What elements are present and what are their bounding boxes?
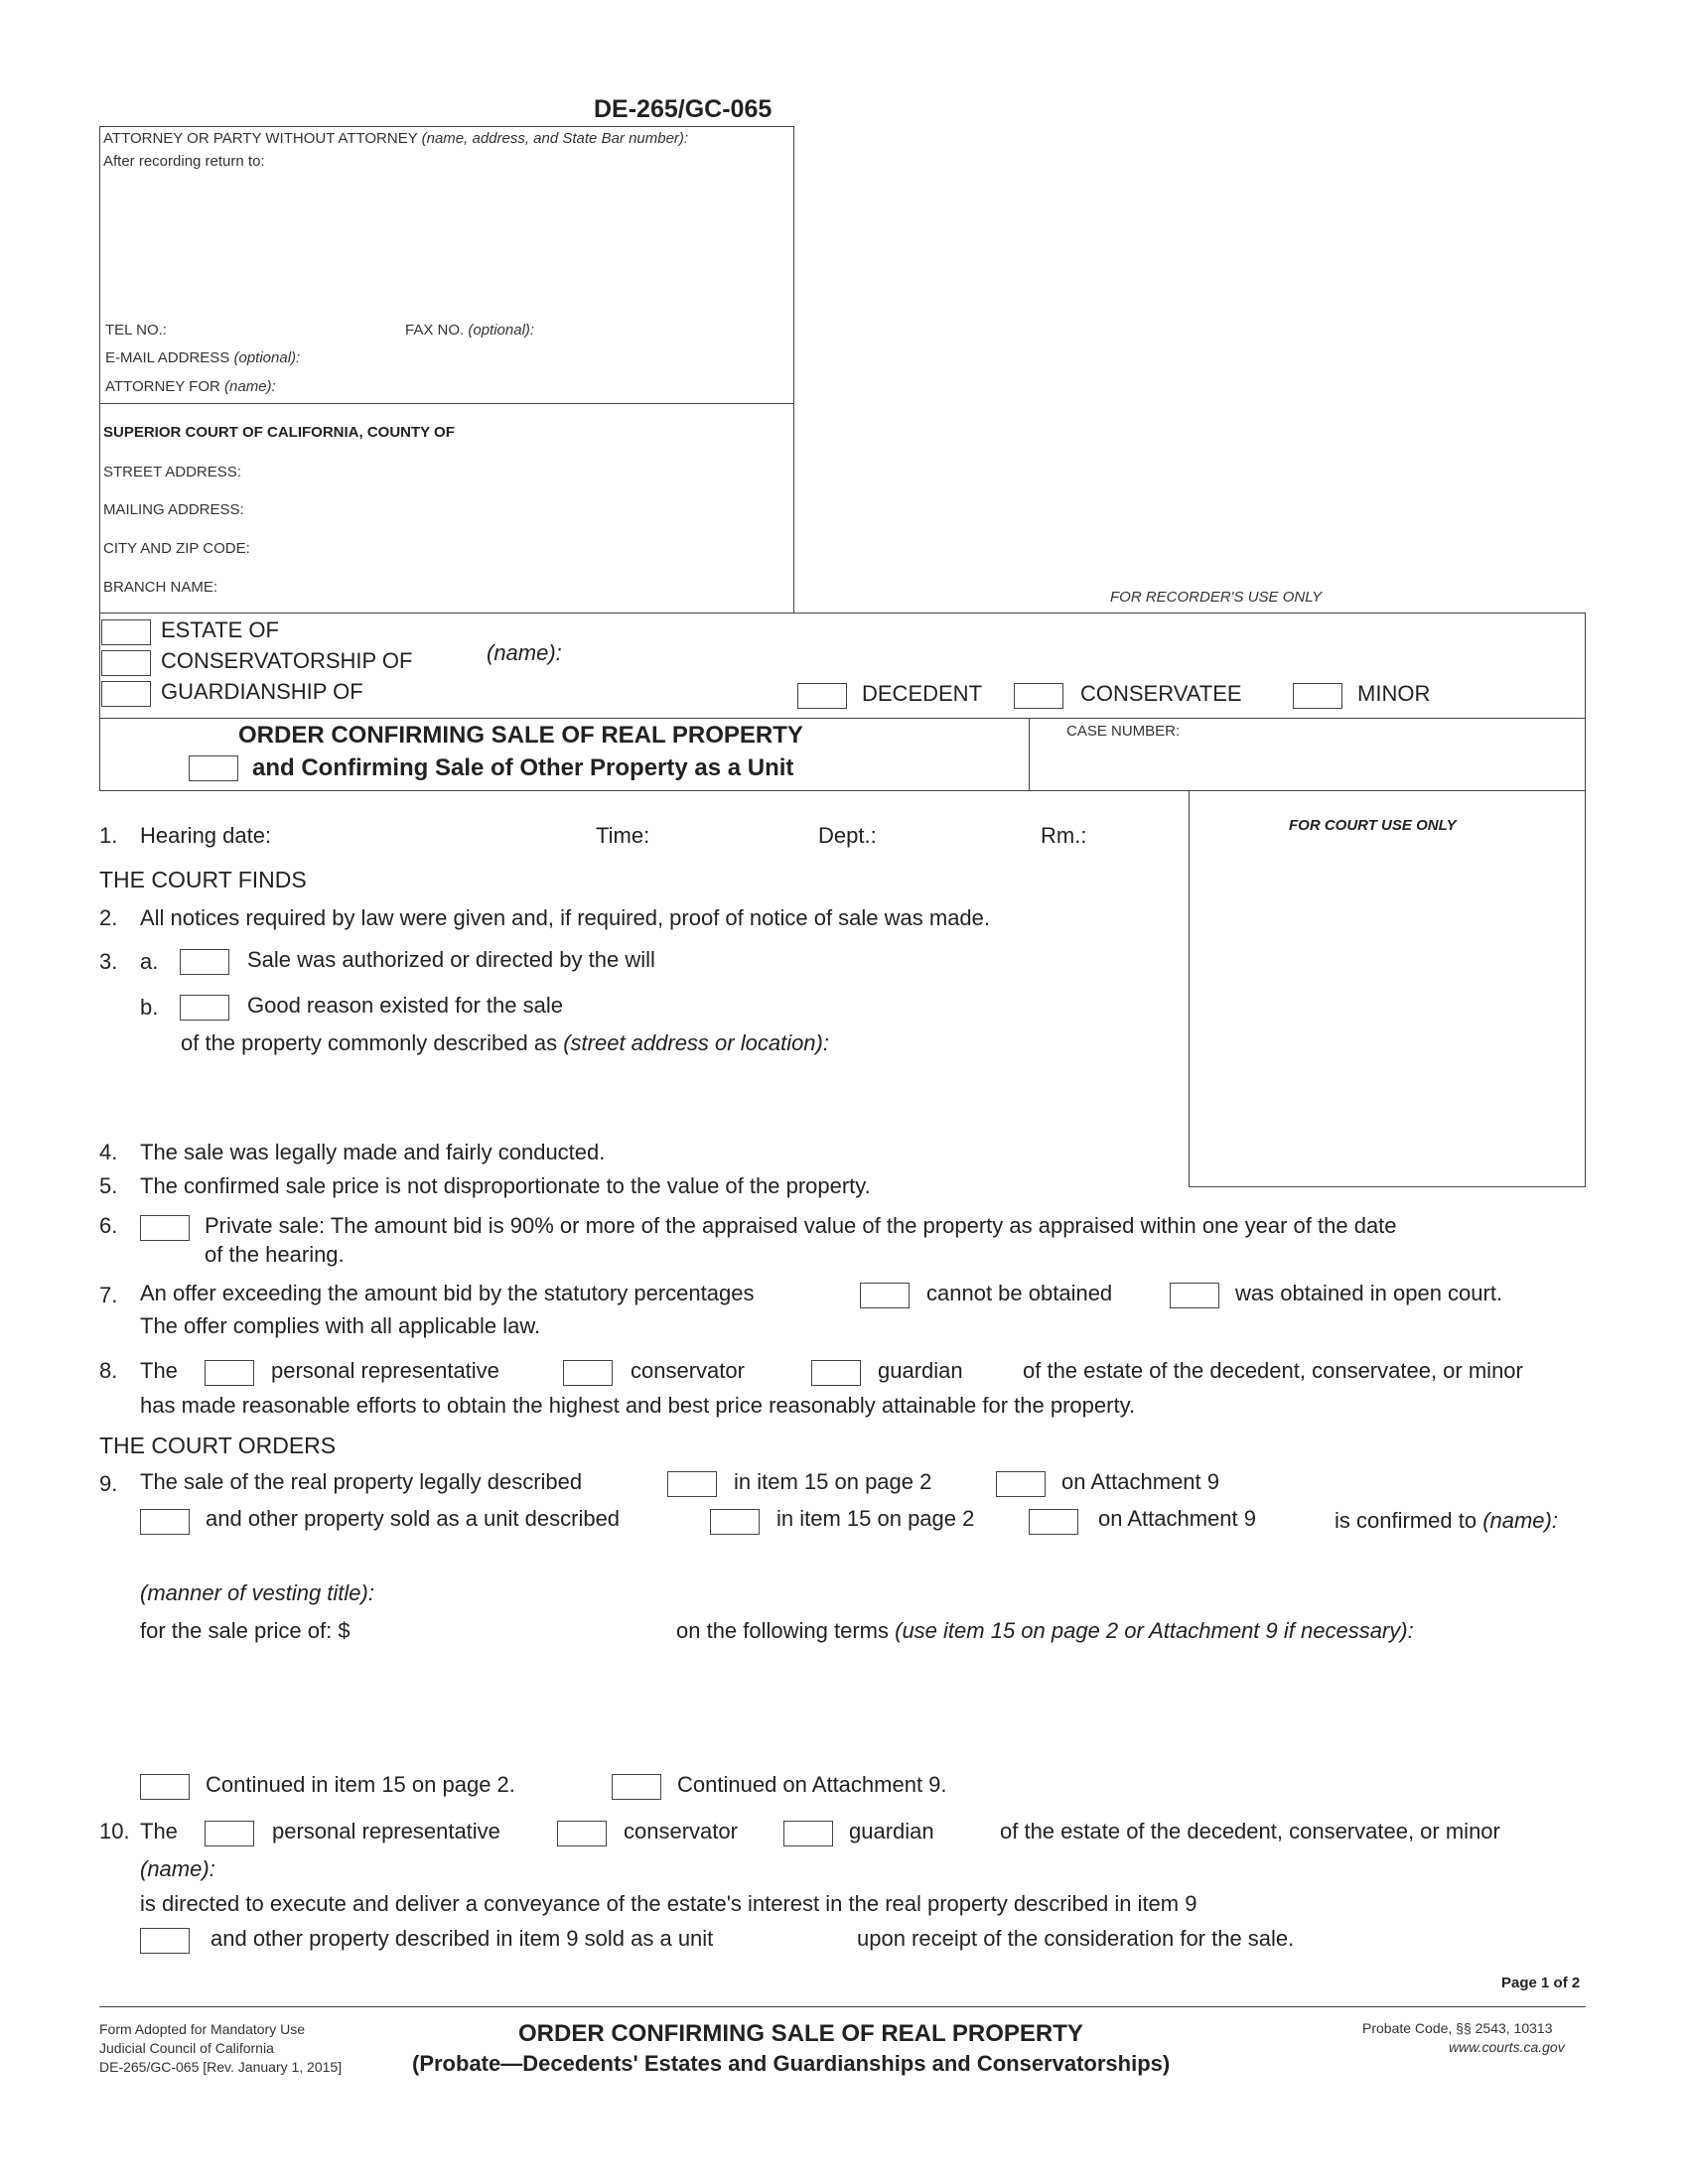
dept-label: Dept.: [818,823,877,848]
page-number: Page 1 of 2 [1501,1975,1581,1991]
item3b-letter: b. [140,995,159,1020]
decedent-label: DECEDENT [862,681,983,706]
obtained-open-court-checkbox[interactable] [1170,1283,1219,1308]
continued-attach9-checkbox[interactable] [612,1774,661,1800]
item10-line3: is directed to execute and deliver a conveyance of the estate's interest in the real property described in item 9 [140,1891,1197,1916]
item8-personal-rep-label: personal representative [271,1358,499,1383]
item8-the: The [140,1358,178,1383]
good-reason-checkbox[interactable] [180,995,229,1021]
footer-title: ORDER CONFIRMING SALE OF REAL PROPERTY [518,2020,1083,2047]
attorney-header [103,130,688,147]
confirmed-to-text: is confirmed to [1335,1508,1477,1533]
courts-website[interactable]: www.courts.ca.gov [1449,2039,1565,2055]
item6-line2: of the hearing. [205,1242,345,1267]
item-number: 6. [99,1213,118,1238]
item-number: 3. [99,949,118,974]
item10-conservator-checkbox[interactable] [557,1821,607,1846]
divider [99,403,794,404]
item8-line2: has made reasonable efforts to obtain the highest and best price reasonably attainable for the property. [140,1393,1136,1418]
court-use-box [1189,790,1586,1187]
cannot-be-obtained-checkbox[interactable] [860,1283,910,1308]
recorder-use-label: FOR RECORDER'S USE ONLY [1110,589,1323,606]
unit-sale-checkbox[interactable] [189,755,238,781]
item8-guardian-checkbox[interactable] [811,1360,861,1386]
item3-description-note: (street address or location): [563,1030,829,1055]
item3a-letter: a. [140,949,159,974]
item-number: 2. [99,905,118,930]
item3a-text: Sale was authorized or directed by the will [247,947,655,972]
divider [1029,718,1030,791]
item-number: 1. [99,823,118,848]
estate-name-label: (name): [487,640,562,665]
item10-personal-rep-label: personal representative [272,1819,500,1843]
item9-unit-item15-label: in item 15 on page 2 [776,1506,975,1531]
decedent-checkbox[interactable] [797,683,847,709]
form-revision: DE-265/GC-065 [Rev. January 1, 2015] [99,2059,343,2075]
item10-personal-rep-checkbox[interactable] [205,1821,254,1846]
email-label-text: E-MAIL ADDRESS [105,349,230,366]
minor-label: MINOR [1357,681,1431,706]
attorney-for-text: ATTORNEY FOR [105,378,220,395]
mailing-address-label: MAILING ADDRESS: [103,501,244,518]
item8-conservator-label: conservator [631,1358,745,1383]
city-zip-label: CITY AND ZIP CODE: [103,540,250,557]
conservatorship-of-label: CONSERVATORSHIP OF [161,648,413,673]
fax-label [405,322,534,339]
footer-rule [99,2006,1586,2007]
item10-unit-checkbox[interactable] [140,1928,190,1954]
attorney-header-note: (name, address, and State Bar number): [421,130,689,147]
form-id: DE-265/GC-065 [594,95,773,123]
attorney-for-label [105,378,276,395]
item4-text: The sale was legally made and fairly conducted. [140,1140,606,1164]
email-label [105,349,300,366]
court-title: SUPERIOR COURT OF CALIFORNIA, COUNTY OF [103,424,455,441]
item9-unit-attach9-label: on Attachment 9 [1098,1506,1256,1531]
terms-text: on the following terms [676,1618,889,1643]
item2-text: All notices required by law were given and, if required, proof of notice of sale was made. [140,905,991,930]
item9-unit-item15-checkbox[interactable] [710,1509,760,1535]
conservatorship-of-checkbox[interactable] [101,650,151,676]
item10-receipt-label: upon receipt of the consideration for the sale. [857,1926,1295,1951]
judicial-council: Judicial Council of California [99,2040,274,2056]
item9-unit-attach9-checkbox[interactable] [1029,1509,1078,1535]
cannot-be-obtained-label: cannot be obtained [926,1281,1113,1305]
minor-checkbox[interactable] [1293,683,1342,709]
estate-of-label: ESTATE OF [161,617,279,642]
item9-line1: The sale of the real property legally described [140,1469,583,1494]
attorney-for-note: (name): [224,378,276,395]
item10-conservator-label: conservator [624,1819,738,1843]
item10-tail: of the estate of the decedent, conservatee, or minor [1000,1819,1500,1843]
tel-label: TEL NO.: [105,322,167,339]
confirmed-to-note: (name): [1482,1508,1558,1533]
item9-unit-checkbox[interactable] [140,1509,190,1535]
case-number-label: CASE NUMBER: [1066,723,1181,740]
email-note: (optional): [233,349,301,366]
item10-unit-label: and other property described in item 9 sold as a unit [211,1926,714,1951]
attorney-header-label: ATTORNEY OR PARTY WITHOUT ATTORNEY [103,130,418,147]
probate-code: Probate Code, §§ 2543, 10313 [1362,2020,1553,2036]
confirmed-to-label [1335,1508,1558,1534]
hearing-date-label: Hearing date: [140,823,272,848]
form-adopted: Form Adopted for Mandatory Use [99,2021,305,2037]
item7-line1: An offer exceeding the amount bid by the statutory percentages [140,1281,755,1305]
street-address-label: STREET ADDRESS: [103,464,241,480]
guardianship-of-label: GUARDIANSHIP OF [161,679,363,704]
item9-item15-label: in item 15 on page 2 [734,1469,932,1494]
court-finds-heading: THE COURT FINDS [99,867,307,892]
continued-item15-label: Continued in item 15 on page 2. [206,1772,515,1797]
item3b-text: Good reason existed for the sale [247,993,563,1018]
footer-subtitle: (Probate—Decedents' Estates and Guardianships and Conservatorships) [412,2051,1171,2076]
order-subtitle: and Confirming Sale of Other Property as a Unit [252,754,794,781]
item9-item15-checkbox[interactable] [667,1471,717,1497]
item9-attach9-label: on Attachment 9 [1061,1469,1219,1494]
item8-conservator-checkbox[interactable] [563,1360,613,1386]
item-number: 5. [99,1173,118,1198]
item8-guardian-label: guardian [878,1358,963,1383]
obtained-open-court-label: was obtained in open court. [1235,1281,1503,1305]
terms-label [676,1618,1414,1644]
item10-name-label: (name): [140,1856,215,1881]
item9-attach9-checkbox[interactable] [996,1471,1046,1497]
order-title: ORDER CONFIRMING SALE OF REAL PROPERTY [238,722,803,749]
item3-description-text: of the property commonly described as [181,1030,558,1055]
item10-guardian-checkbox[interactable] [783,1821,833,1846]
item8-personal-rep-checkbox[interactable] [205,1360,254,1386]
terms-note: (use item 15 on page 2 or Attachment 9 if necessary): [895,1618,1414,1643]
item-number: 7. [99,1283,118,1307]
branch-name-label: BRANCH NAME: [103,579,218,596]
item7-line2: The offer complies with all applicable law. [140,1313,541,1338]
item-number: 9. [99,1471,118,1496]
court-orders-heading: THE COURT ORDERS [99,1433,337,1458]
item5-text: The confirmed sale price is not disproportionate to the value of the property. [140,1173,871,1198]
fax-label-text: FAX NO. [405,322,465,339]
private-sale-checkbox[interactable] [140,1215,190,1241]
item-number: 10. [99,1819,130,1843]
divider [99,718,1586,719]
conservatee-checkbox[interactable] [1014,683,1063,709]
continued-attach9-label: Continued on Attachment 9. [677,1772,947,1797]
fax-note: (optional): [468,322,535,339]
item10-the: The [140,1819,178,1843]
vesting-title-label: (manner of vesting title): [140,1580,374,1605]
item8-tail: of the estate of the decedent, conservatee, or minor [1023,1358,1523,1383]
will-authorized-checkbox[interactable] [180,949,229,975]
rm-label: Rm.: [1041,823,1087,848]
guardianship-of-checkbox[interactable] [101,681,151,707]
item3-description [181,1030,829,1056]
conservatee-label: CONSERVATEE [1080,681,1242,706]
court-use-label: FOR COURT USE ONLY [1289,817,1457,834]
item10-guardian-label: guardian [849,1819,934,1843]
item-number: 4. [99,1140,118,1164]
item-number: 8. [99,1358,118,1383]
time-label: Time: [596,823,650,848]
item9-unit-label: and other property sold as a unit described [206,1506,621,1531]
estate-of-checkbox[interactable] [101,619,151,645]
item6-line1: Private sale: The amount bid is 90% or more of the appraised value of the property as appraised within one year of the date [205,1213,1397,1238]
after-recording-label: After recording return to: [103,153,265,170]
continued-item15-checkbox[interactable] [140,1774,190,1800]
sale-price-label: for the sale price of: $ [140,1618,351,1643]
